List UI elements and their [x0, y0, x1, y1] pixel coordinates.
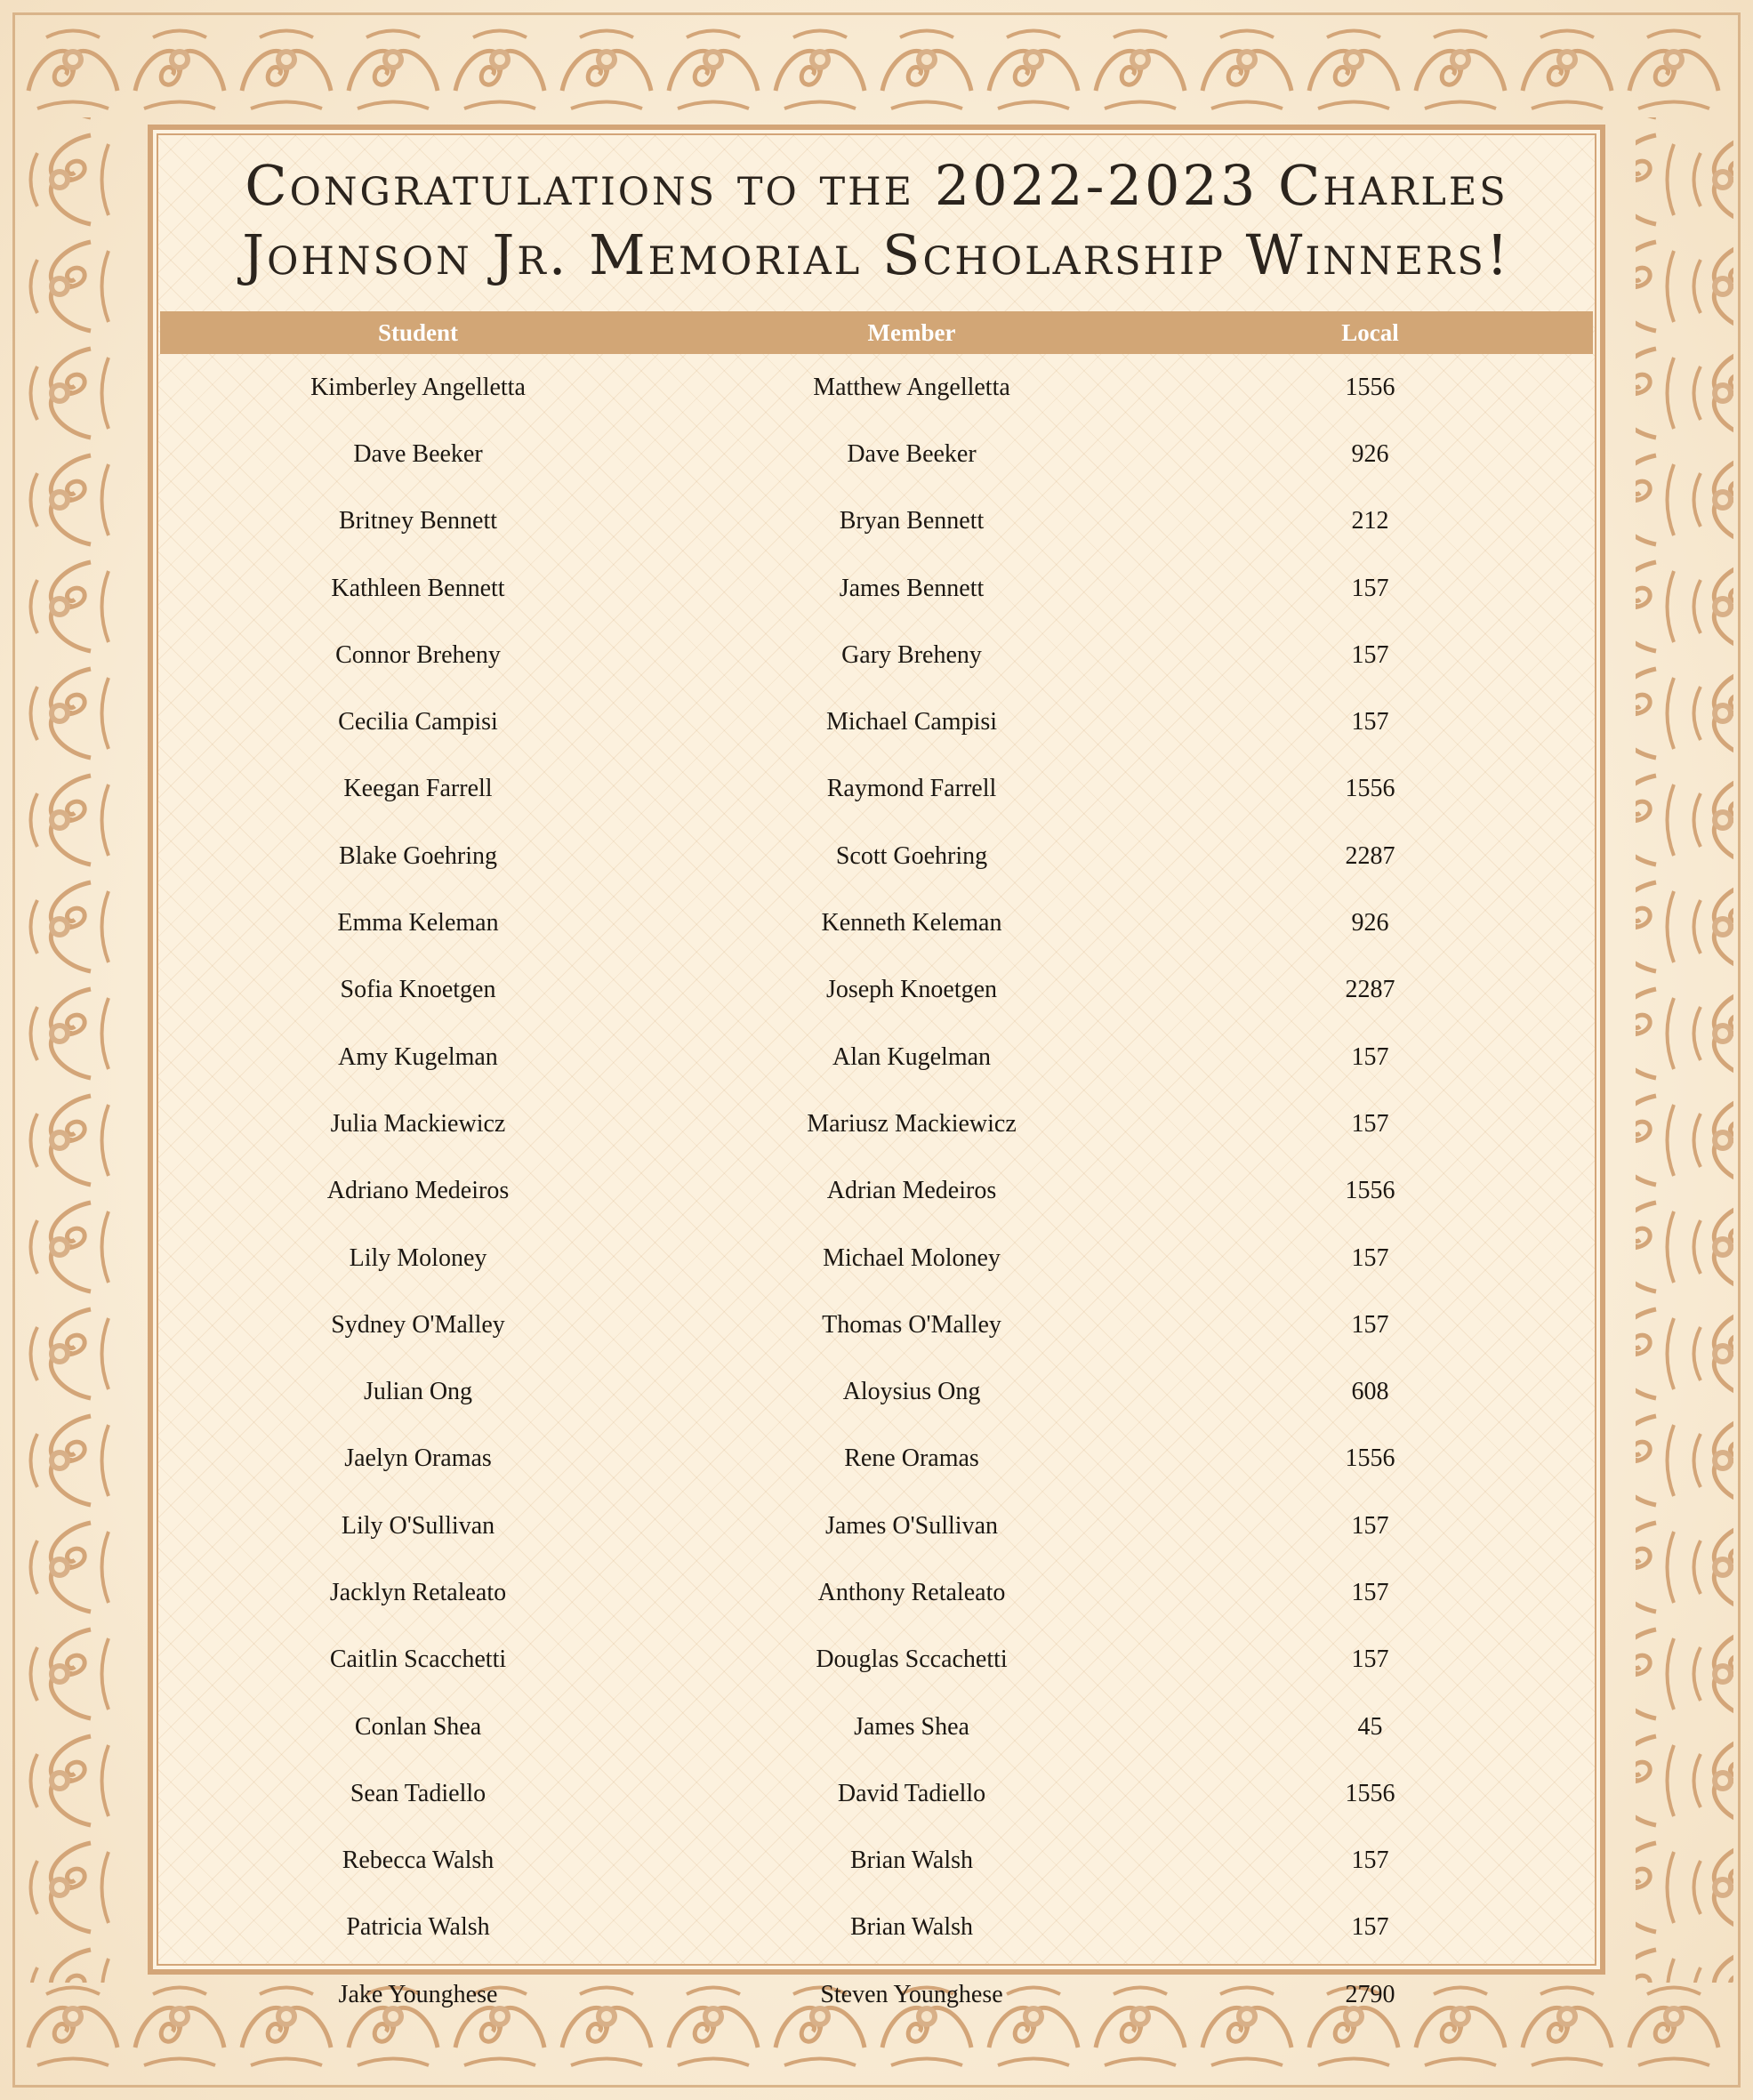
- local-cell: 157: [1351, 640, 1389, 669]
- student-cell: Rebecca Walsh: [342, 1847, 495, 1875]
- header-student: Student: [377, 318, 459, 346]
- student-cell: Adriano Medeiros: [326, 1177, 510, 1205]
- member-cell: Dave Beeker: [847, 439, 977, 468]
- table-row: [160, 1828, 1593, 1895]
- table-row: [160, 1090, 1593, 1157]
- student-cell: Sean Tadiello: [350, 1779, 486, 1807]
- member-cell: Anthony Retaleato: [817, 1578, 1006, 1606]
- table-row: [160, 1158, 1593, 1225]
- member-cell: David Tadiello: [837, 1779, 986, 1807]
- local-cell: 157: [1351, 1310, 1389, 1339]
- student-cell: Dave Beeker: [353, 439, 483, 468]
- student-cell: Kimberley Angelletta: [310, 373, 526, 401]
- member-cell: James Shea: [854, 1712, 969, 1741]
- member-cell: Michael Moloney: [823, 1243, 1001, 1272]
- member-cell: Joseph Knoetgen: [825, 976, 998, 1004]
- table-row: [160, 1358, 1593, 1425]
- student-cell: Lily O'Sullivan: [341, 1511, 495, 1540]
- student-cell: Amy Kugelman: [338, 1042, 498, 1071]
- table-body: [160, 354, 1593, 2028]
- member-cell: Steven Younghese: [820, 1980, 1003, 2008]
- student-cell: Conlan Shea: [354, 1712, 482, 1741]
- local-cell: 212: [1351, 507, 1389, 535]
- local-cell: 157: [1351, 1913, 1389, 1942]
- table-row: [160, 488, 1593, 555]
- member-cell: Raymond Farrell: [826, 775, 997, 803]
- local-cell: 157: [1351, 1109, 1389, 1138]
- member-cell: Michael Campisi: [825, 708, 998, 736]
- member-cell: Thomas O'Malley: [822, 1310, 1001, 1339]
- local-cell: 2790: [1345, 1980, 1395, 2008]
- local-cell: 1556: [1345, 1177, 1395, 1205]
- local-cell: 157: [1351, 708, 1389, 736]
- local-cell: 157: [1351, 1847, 1389, 1875]
- member-cell: Gary Breheny: [841, 640, 982, 669]
- table-row: [160, 1024, 1593, 1090]
- table-row: [160, 756, 1593, 823]
- member-cell: Brian Walsh: [850, 1913, 973, 1942]
- table-header: [160, 311, 1593, 354]
- local-cell: 157: [1351, 574, 1389, 602]
- table-row: [160, 1493, 1593, 1559]
- local-cell: 1556: [1345, 1779, 1395, 1807]
- local-cell: 1556: [1345, 1444, 1395, 1473]
- local-cell: 157: [1351, 1511, 1389, 1540]
- table-row: [160, 957, 1593, 1024]
- student-cell: Britney Bennett: [338, 507, 498, 535]
- table-row: [160, 1627, 1593, 1694]
- student-cell: Lily Moloney: [349, 1243, 487, 1272]
- local-cell: 157: [1351, 1243, 1389, 1272]
- student-cell: Connor Breheny: [335, 640, 501, 669]
- student-cell: Jacklyn Retaleato: [329, 1578, 507, 1606]
- student-cell: Emma Keleman: [337, 909, 499, 937]
- table-row: [160, 1694, 1593, 1760]
- member-cell: Brian Walsh: [850, 1847, 973, 1875]
- table-row: [160, 1760, 1593, 1827]
- student-cell: Blake Goehring: [338, 841, 498, 870]
- table-row: [160, 1961, 1593, 2028]
- table-row: [160, 421, 1593, 487]
- local-cell: 157: [1351, 1042, 1389, 1071]
- table-row: [160, 823, 1593, 889]
- table-row: [160, 1895, 1593, 1961]
- student-cell: Jake Younghese: [338, 1980, 498, 2008]
- header-member: Member: [867, 318, 956, 346]
- member-cell: Douglas Sccachetti: [816, 1645, 1008, 1674]
- table-row: [160, 1225, 1593, 1291]
- member-cell: James O'Sullivan: [824, 1511, 999, 1540]
- student-cell: Julia Mackiewicz: [330, 1109, 506, 1138]
- member-cell: Adrian Medeiros: [826, 1177, 997, 1205]
- table-row: [160, 555, 1593, 622]
- local-cell: 608: [1351, 1378, 1389, 1406]
- student-cell: Keegan Farrell: [343, 775, 493, 803]
- student-cell: Patricia Walsh: [346, 1913, 490, 1942]
- page-title: Congratulations to the 2022-2023 Charles Johnson Jr. Memorial Scholarship Winners!: [242, 153, 1511, 287]
- table-row: [160, 622, 1593, 688]
- student-cell: Julian Ong: [363, 1378, 473, 1406]
- table-row: [160, 1426, 1593, 1493]
- student-cell: Kathleen Bennett: [331, 574, 505, 602]
- local-cell: 926: [1351, 439, 1389, 468]
- member-cell: Aloysius Ong: [842, 1378, 981, 1406]
- local-cell: 45: [1357, 1712, 1383, 1741]
- member-cell: Rene Oramas: [844, 1444, 979, 1473]
- local-cell: 1556: [1345, 373, 1395, 401]
- header-local: Local: [1341, 318, 1399, 346]
- winners-table: [160, 311, 1593, 2028]
- table-row: [160, 688, 1593, 755]
- member-cell: Alan Kugelman: [832, 1042, 992, 1071]
- table-row: [160, 354, 1593, 421]
- table-row: [160, 1559, 1593, 1626]
- local-cell: 157: [1351, 1578, 1389, 1606]
- student-cell: Jaelyn Oramas: [344, 1444, 492, 1473]
- student-cell: Caitlin Scacchetti: [329, 1645, 507, 1674]
- local-cell: 1556: [1345, 775, 1395, 803]
- student-cell: Sofia Knoetgen: [340, 976, 496, 1004]
- local-cell: 926: [1351, 909, 1389, 937]
- member-cell: Bryan Bennett: [839, 507, 985, 535]
- member-cell: James Bennett: [839, 574, 985, 602]
- table-row: [160, 889, 1593, 956]
- local-cell: 2287: [1345, 976, 1395, 1004]
- local-cell: 2287: [1345, 841, 1395, 870]
- student-cell: Sydney O'Malley: [331, 1310, 505, 1339]
- member-cell: Matthew Angelletta: [813, 373, 1010, 401]
- student-cell: Cecilia Campisi: [338, 708, 498, 736]
- member-cell: Kenneth Keleman: [821, 909, 1002, 937]
- table-row: [160, 1291, 1593, 1358]
- local-cell: 157: [1351, 1645, 1389, 1674]
- member-cell: Scott Goehring: [835, 841, 988, 870]
- member-cell: Mariusz Mackiewicz: [807, 1109, 1017, 1138]
